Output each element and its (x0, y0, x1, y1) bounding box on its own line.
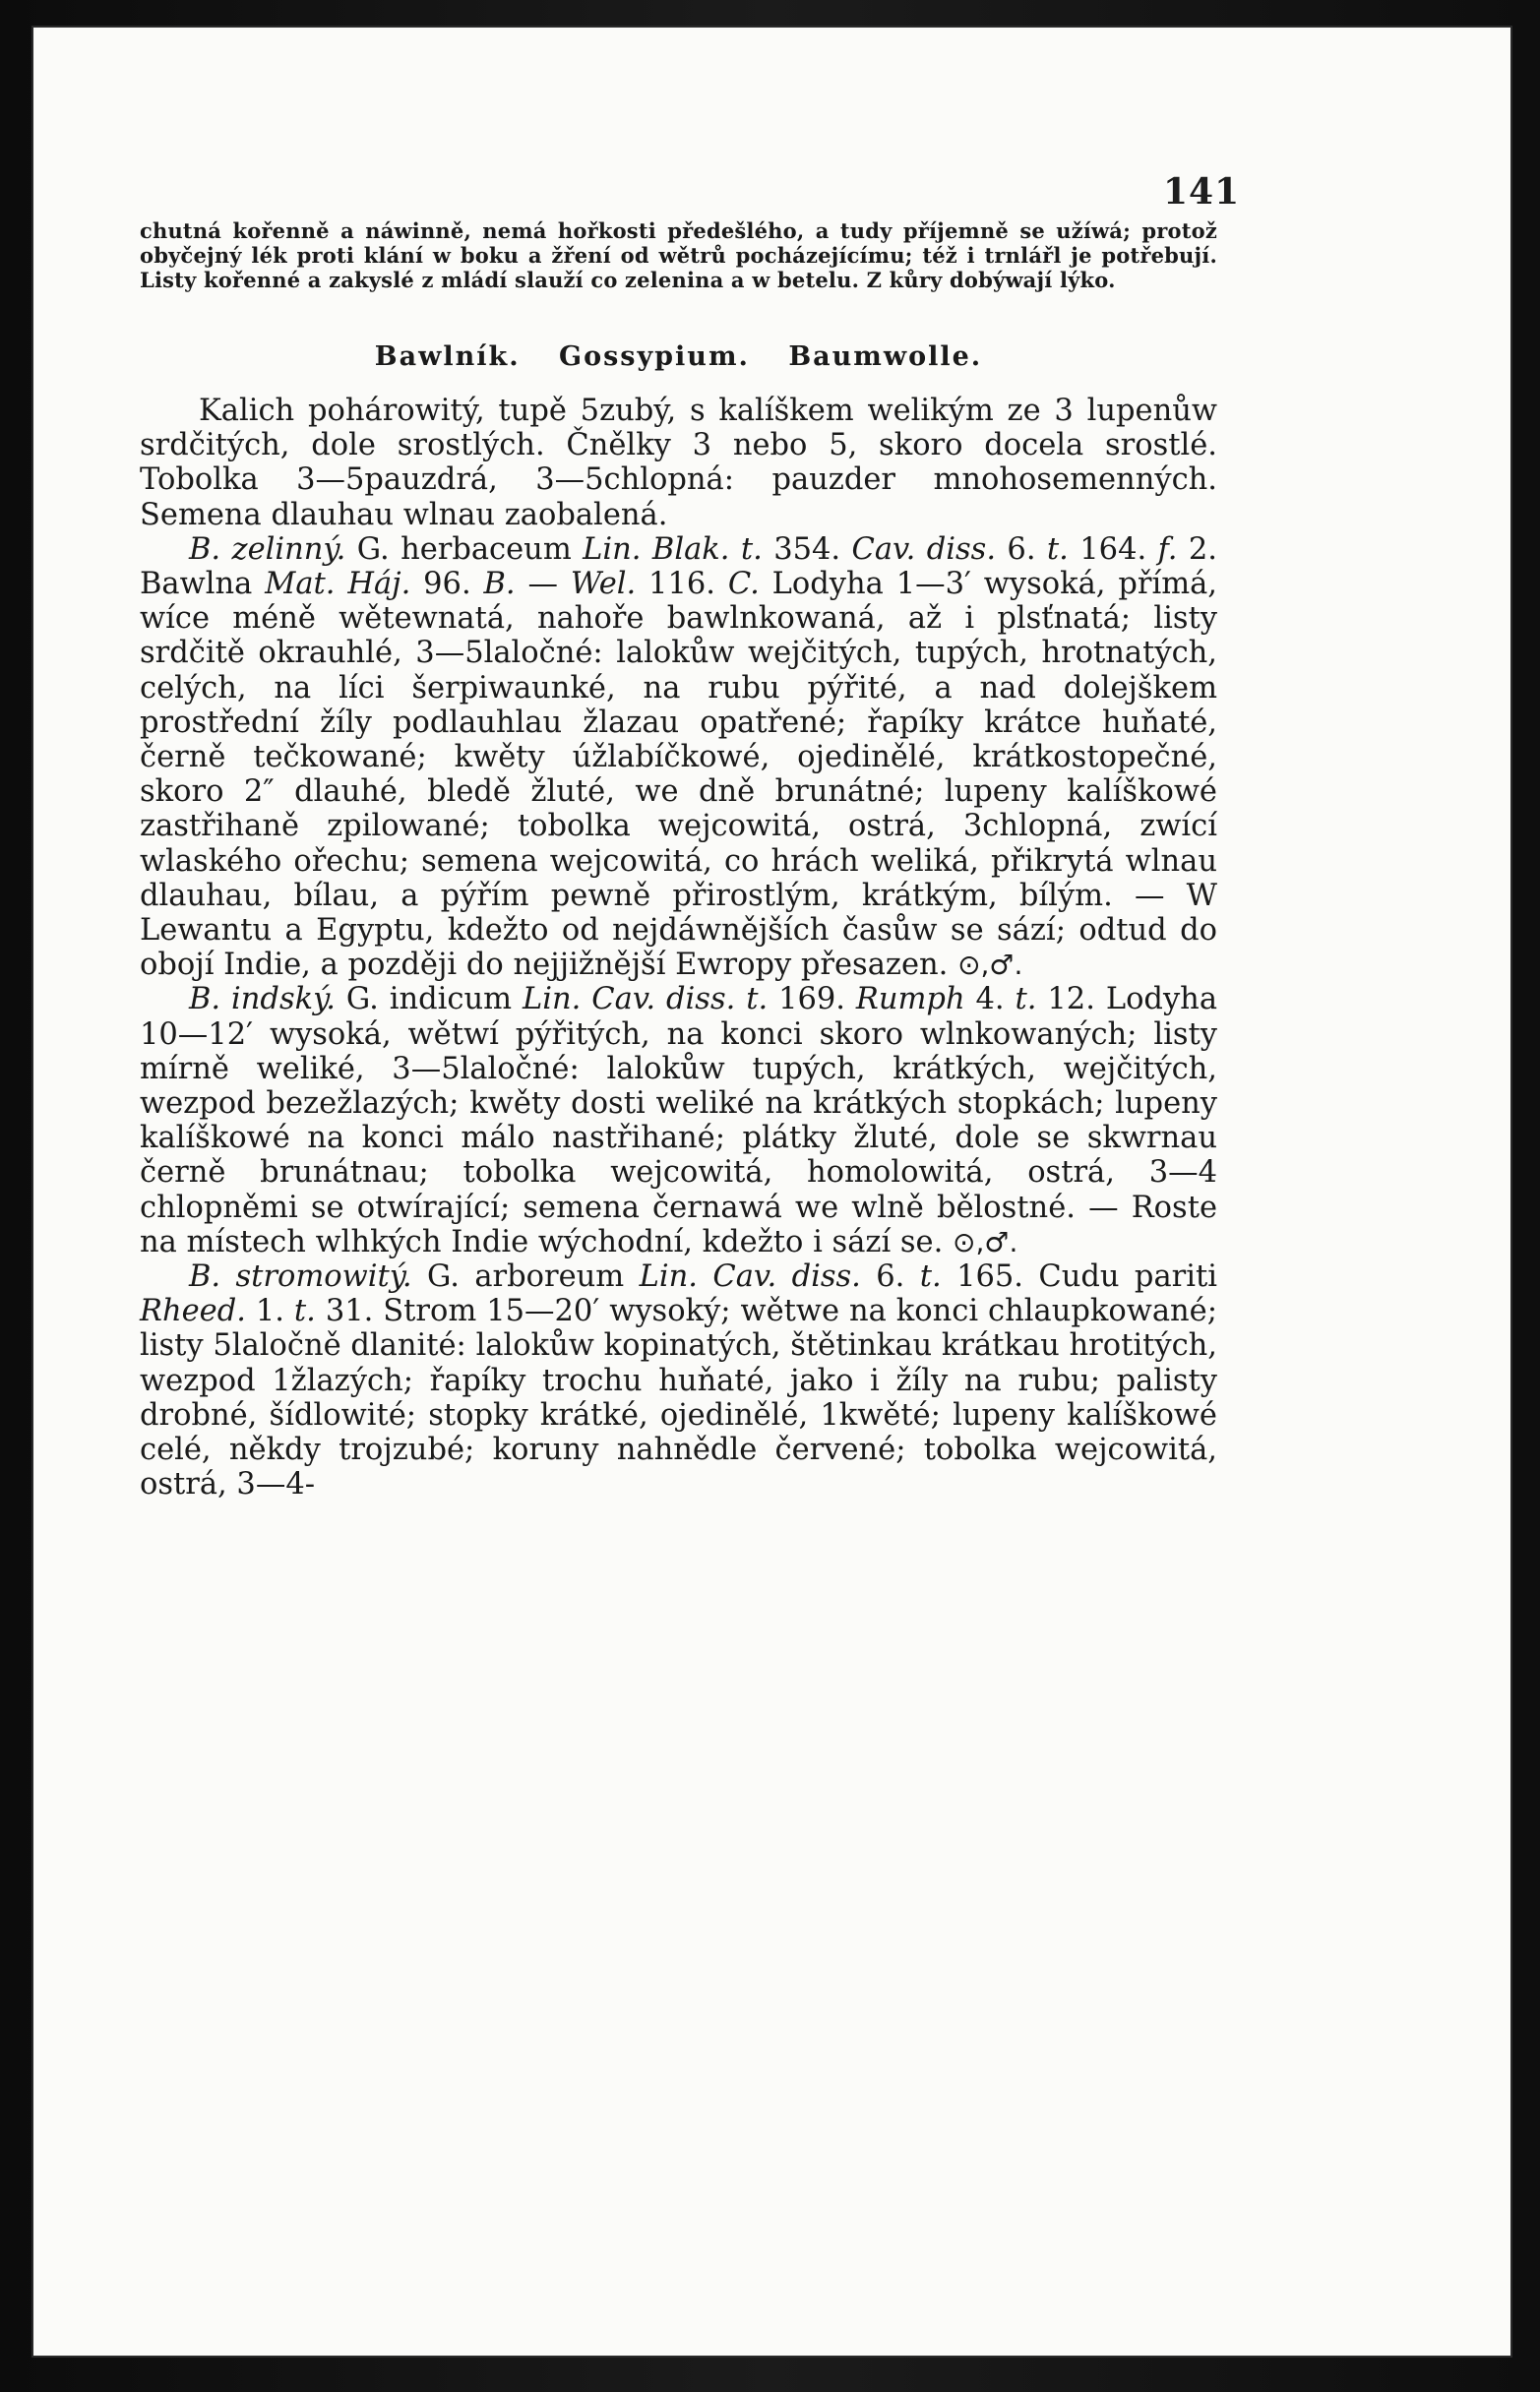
reference: Cav. diss. (712, 1259, 861, 1295)
species-entry-indicum (140, 982, 1217, 1259)
species-latin-name: G. arboreum (427, 1259, 625, 1295)
reference: 96. (410, 567, 484, 602)
reference: C. (727, 567, 760, 602)
genus-name-german: Baumwolle. (788, 341, 983, 372)
reference: 354. (762, 531, 852, 567)
reference: 12. (1036, 982, 1106, 1017)
intro-paragraph: chutná kořenně a náwinně, nemá hořkosti předešlého, a tudy příjemně se užíwá; protož obyčejný lék proti klání w boku a žření od wětrů pocházejícímu; též i trnlářl je potřebují. Listy kořenné a zakyslé z mládí slauží co zelenina a w betelu. Z kůry dobýwají lýko. (140, 218, 1217, 292)
species-description: Strom 15—20′ wysoký; wětwe na konci chlaupkowané; listy 5laločně dlanité: lalokůw kopinatých, štětinkau krátkau hrotitých, wezpod 1žlazých; řapíky trochu huňaté, jako i žíly na rubu; palisty drobné, šídlowité; stopky krátké, ojedinělé, 1kwěté; lupeny kalíškowé celé, někdy trojzubé; koruny nahnědle červené; tobolka wejcowitá, ostrá, 3—4- (140, 1294, 1217, 1503)
species-description: Lodyha 1—3′ wysoká, přímá, wíce méně wětewnatá, nahoře bawlnkowaná, až i plsťnatá; listy srdčitě okrauhlé, 3—5laločné: lalokůw wejčitých, tupých, hrotnatých, celých, na líci šerpiwaunké, na rubu pýřité, a nad dolejškem prostřední žíly podlauhlau žlazau opatřené; řapíky krátce huňaté, černě tečkowané; kwěty úžlabíčkowé, ojedinělé, krátkostopečné, skoro 2″ dlauhé, bledě žluté, we dně brunátné; lupeny kalíškowé zastřihaně zpilowané; tobolka wejcowitá, ostrá, 3chlopná, zwící wlaského ořechu; semena wejcowitá, co hrách weliká, přikrytá wlnau dlauhau, bílau, a pýřím pewně přirostlým, krátkým, bílým. — W Lewantu a Egyptu, kdežto od nejdáwnějších časůw se sází; odtud do obojí Indie, a později do nejjižnější Ewropy přesazen. (140, 567, 1217, 983)
species-entry-arboreum (140, 1259, 1217, 1502)
genus-description: Kalich pohárowitý, tupě 5zubý, s kalíškem welikým ze 3 lupenůw srdčitých, dole srostlých. Čnělky 3 nebo 5, skoro docela srostlé. Tobolka 3—5pauzdrá, 3—5chlopná: pauzder mnohosemenných. Semena dlauhau wlnau zaobalená. (140, 394, 1217, 532)
reference: 6. (996, 531, 1047, 567)
reference: — (515, 567, 571, 602)
reference: 116. (636, 567, 728, 602)
page-number: 141 (1163, 171, 1241, 213)
reference: Cav. diss. t. (591, 982, 769, 1017)
reference: 169. (768, 982, 856, 1017)
reference: t. (293, 1294, 316, 1329)
reference: Mat. Háj. (265, 567, 411, 602)
reference: Rheed. (140, 1294, 246, 1329)
reference: 31. (315, 1294, 384, 1329)
page-text (140, 218, 1217, 1503)
reference: Blak. t. (651, 531, 763, 567)
species-authority: Lin. (583, 531, 642, 567)
species-czech-name: B. stromowitý. (189, 1259, 412, 1295)
species-czech-name: B. zelinný. (189, 531, 346, 567)
species-czech-name: B. indský. (189, 982, 336, 1017)
species-authority: Lin. (639, 1259, 698, 1295)
reference: 1. (245, 1294, 294, 1329)
species-authority: Lin. (523, 982, 582, 1017)
reference: 4. (964, 982, 1016, 1017)
lifecycle-symbols: ⊙,♂. (953, 1225, 1018, 1258)
reference: t. (919, 1259, 942, 1295)
reference: 165. Cudu pariti (941, 1259, 1217, 1295)
genus-header (140, 341, 1217, 372)
reference: Cav. diss. (851, 531, 997, 567)
reference: Rumph (855, 982, 965, 1017)
genus-name-czech: Bawlník. (374, 341, 521, 372)
reference: Wel. (570, 567, 637, 602)
reference: 164. (1068, 531, 1158, 567)
genus-name-latin: Gossypium. (559, 341, 750, 372)
reference: 6. (860, 1259, 920, 1295)
reference: 2. Bawlna (140, 531, 1217, 602)
reference: f. (1157, 531, 1178, 567)
species-entry-herbaceum (140, 532, 1217, 983)
species-latin-name: G. indicum (345, 982, 513, 1017)
reference: B. (483, 567, 516, 602)
reference: t. (1015, 982, 1037, 1017)
lifecycle-symbols: ⊙,♂. (957, 949, 1023, 982)
species-description: Lodyha 10—12′ wysoká, wětwí pýřitých, na konci skoro wlnkowaných; listy mírně weliké, 3—5laločné: lalokůw tupých, krátkých, wejčitých, wezpod bezežlazých; kwěty dosti weliké na krátkých stopkách; lupeny kalíškowé na konci málo nastřihané; plátky žluté, dole se skwrnau černě brunátnau; tobolka wejcowitá, homolowitá, ostrá, 3—4 chlopněmi se otwírající; semena černawá we wlně bělostné. — Roste na místech wlhkých Indie wýchodní, kdežto i sází se. (140, 982, 1218, 1259)
reference: t. (1046, 531, 1069, 567)
species-latin-name: G. herbaceum (356, 531, 572, 567)
